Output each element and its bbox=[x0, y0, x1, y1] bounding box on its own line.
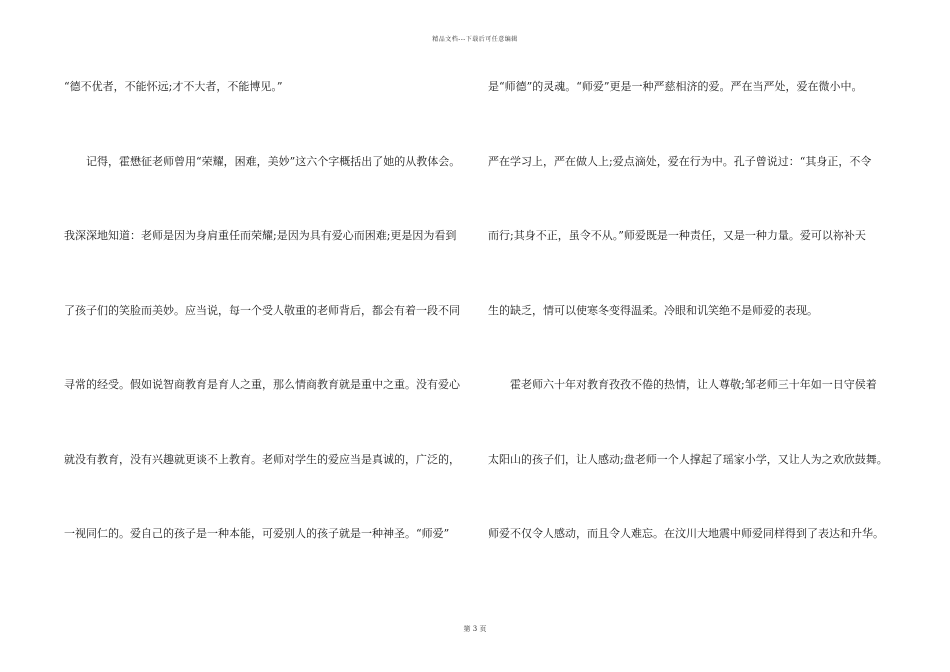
right-line-7: 师爱不仅令人感动，而且令人难忘。在汶川大地震中师爱同样得到了表达和升华。 bbox=[488, 527, 884, 540]
right-line-1: 是“师德”的灵魂。“师爱”更是一种严慈相济的爱。严在当严处，爱在微小中。 bbox=[488, 80, 863, 93]
left-line-1: “德不优者，不能怀远;才不大者，不能博见。” bbox=[64, 80, 283, 93]
left-line-5: 寻常的经受。假如说智商教育是育人之重，那么情商教育就是重中之重。没有爱心 bbox=[64, 378, 460, 391]
page-number: 第 3 页 bbox=[463, 625, 487, 633]
left-line-4: 了孩子们的笑脸而美妙。应当说，每一个受人敬重的老师背后，都会有着一段不同 bbox=[64, 303, 460, 317]
left-line-2: 记得，霍懋征老师曾用“荣耀，困难，美妙”这六个字概括出了她的从教体会。 bbox=[86, 154, 461, 168]
left-line-7: 一视同仁的。爱自己的孩子是一种本能，可爱别人的孩子就是一种神圣。“师爱” bbox=[64, 527, 450, 540]
right-line-2: 严在学习上，严在做人上;爱点滴处，爱在行为中。孔子曾说过：“其身正，不令 bbox=[488, 154, 872, 168]
left-line-3: 我深深地知道：老师是因为身肩重任而荣耀;是因为具有爱心而困难;更是因为看到 bbox=[64, 229, 457, 242]
page-header: 精品文档---下载后可任意编辑 bbox=[432, 36, 518, 43]
right-line-6: 太阳山的孩子们，让人感动;盘老师一个人撑起了瑶家小学，又让人为之欢欣鼓舞。 bbox=[488, 452, 888, 466]
right-column bbox=[488, 78, 898, 600]
left-column bbox=[64, 78, 494, 600]
right-line-5: 霍老师六十年对教育孜孜不倦的热情，让人尊敬;邹老师三十年如一日守侯着 bbox=[510, 378, 877, 391]
right-line-3: 而行;其身不正，虽令不从。”师爱既是一种责任，又是一种力量。爱可以祢补天 bbox=[488, 229, 866, 242]
left-line-6: 就没有教育，没有兴趣就更谈不上教育。老师对学生的爱应当是真诚的，广泛的， bbox=[64, 452, 460, 466]
right-line-4: 生的缺乏，情可以使寒冬变得温柔。冷眼和讥笑绝不是师爱的表现。 bbox=[488, 303, 818, 317]
